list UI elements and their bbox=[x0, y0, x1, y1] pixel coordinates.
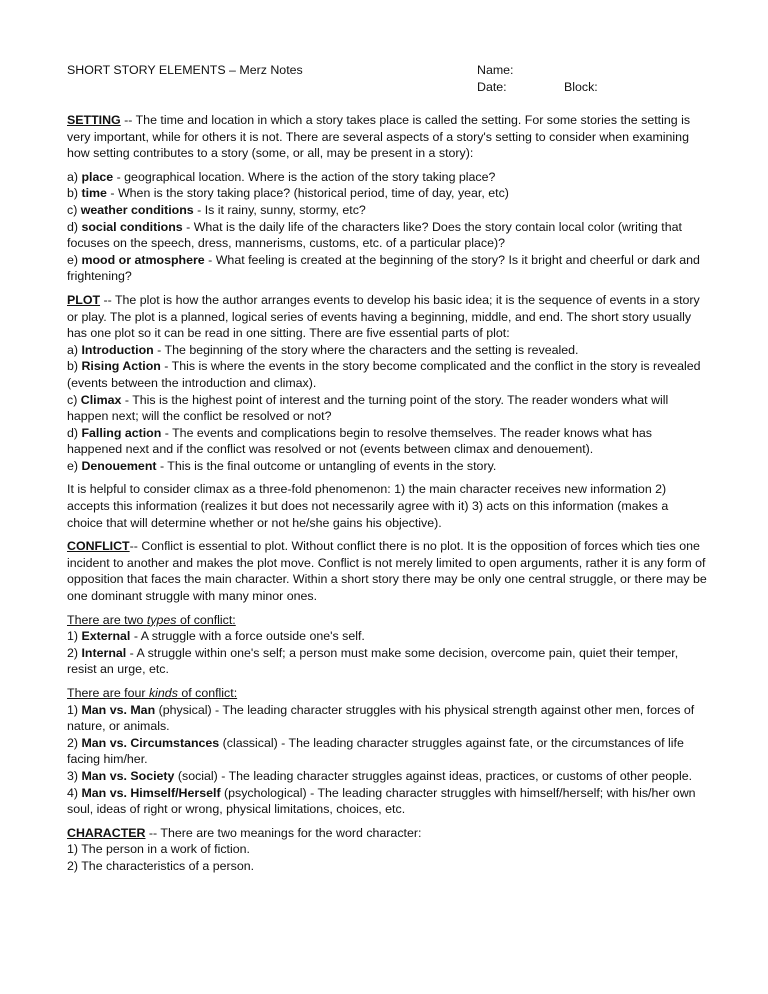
conflict-section bbox=[67, 538, 707, 818]
conflict-intro: CONFLICT-- Conflict is essential to plot. Without conflict there is no plot. It is the opposition of forces which ties one incident to another and makes the plot move. Conflict is not merely limited to open arguments, rather it is any form of opposition that faces the main character. Within a short story there may be only one central struggle, or there may be one dominant struggle with many minor ones. bbox=[67, 539, 707, 604]
setting-intro: SETTING -- The time and location in which a story takes place is called the setting. For some stories the setting is very important, while for others it is not. There are several aspects of a story's setting to consider when examining how setting contributes to a story (some, or all, may be present in a story): bbox=[67, 113, 691, 161]
list-item: 2) The characteristics of a person. bbox=[67, 858, 255, 873]
date-label: Date: bbox=[477, 80, 507, 94]
list-item: c) Climax - This is the highest point of interest and the turning point of the story. The reader wonders what will happen next; will the conflict be resolved or not? bbox=[67, 392, 669, 424]
list-item: 2) Internal - A struggle within one's self; a person must make some decision, overcome pain, quiet their temper, resist an urge, etc. bbox=[67, 645, 679, 677]
character-intro: CHARACTER -- There are two meanings for the word character: bbox=[67, 825, 422, 840]
block-label: Block: bbox=[564, 80, 598, 94]
list-item: 1) The person in a work of fiction. bbox=[67, 842, 250, 857]
list-item: 2) Man vs. Circumstances (classical) - The leading character struggles against fate, or the circumstances of life facing him/her. bbox=[67, 735, 684, 767]
list-item: c) weather conditions - Is it rainy, sunny, stormy, etc? bbox=[67, 202, 366, 217]
list-item: e) Denouement - This is the final outcome or untangling of events in the story. bbox=[67, 458, 497, 473]
document-title: SHORT STORY ELEMENTS – Merz Notes bbox=[67, 63, 303, 77]
list-item: 1) External - A struggle with a force outside one's self. bbox=[67, 629, 365, 644]
character-section bbox=[67, 825, 707, 875]
setting-heading: SETTING bbox=[67, 113, 121, 127]
list-item: e) mood or atmosphere - What feeling is created at the beginning of the story? Is it bright and cheerful or dark and frightening? bbox=[67, 252, 700, 284]
list-item: b) Rising Action - This is where the events in the story become complicated and the conflict in the story is revealed (events between the introduction and climax). bbox=[67, 359, 701, 390]
document-header bbox=[67, 62, 707, 96]
list-item: 4) Man vs. Himself/Herself (psychological) - The leading character struggles with himself/herself; with his/her own soul, ideas of right or wrong, physical limitations, choices, etc. bbox=[67, 785, 696, 817]
setting-section bbox=[67, 112, 707, 285]
list-item: b) time - When is the story taking place? (historical period, time of day, year, etc) bbox=[67, 186, 509, 201]
kinds-heading: There are four kinds of conflict: bbox=[67, 686, 238, 700]
list-item: 3) Man vs. Society (social) - The leading character struggles against ideas, practices, or customs of other people. bbox=[67, 768, 693, 783]
plot-intro: PLOT -- The plot is how the author arranges events to develop his basic idea; it is the sequence of events in a story or play. The plot is a planned, logical series of events having a beginning, middle, and end. The short story usually has one plot so it can be read in one sitting. There are five essential parts of plot: bbox=[67, 292, 700, 341]
name-label: Name: bbox=[477, 63, 514, 77]
list-item: d) Falling action - The events and complications begin to resolve themselves. The reader knows what has happened next and if the conflict was resolved or not (events between climax and denouement). bbox=[67, 425, 652, 457]
document-page bbox=[67, 62, 707, 875]
setting-list bbox=[67, 169, 707, 285]
plot-heading: PLOT bbox=[67, 292, 101, 307]
types-heading: There are two types of conflict: bbox=[67, 612, 236, 627]
character-heading: CHARACTER bbox=[67, 825, 146, 840]
list-item: a) place - geographical location. Where is the action of the story taking place? bbox=[67, 169, 496, 184]
list-item: a) Introduction - The beginning of the story where the characters and the setting is revealed. bbox=[67, 342, 579, 357]
conflict-heading: CONFLICT bbox=[67, 539, 130, 554]
plot-section bbox=[67, 292, 707, 531]
list-item: d) social conditions - What is the daily life of the characters like? Does the story contain local color (writing that focuses on the speech, dress, mannerisms, customs, etc. of a particular place)? bbox=[67, 219, 682, 251]
climax-note: It is helpful to consider climax as a three-fold phenomenon: 1) the main character receives new information 2) accepts this information (realizes it but does not necessarily agree with it) 3) acts on this information (makes a choice that will determine whether or not he/she gains his objective). bbox=[67, 482, 669, 530]
list-item: 1) Man vs. Man (physical) - The leading character struggles with his physical strength against other men, forces of nature, or animals. bbox=[67, 702, 695, 734]
